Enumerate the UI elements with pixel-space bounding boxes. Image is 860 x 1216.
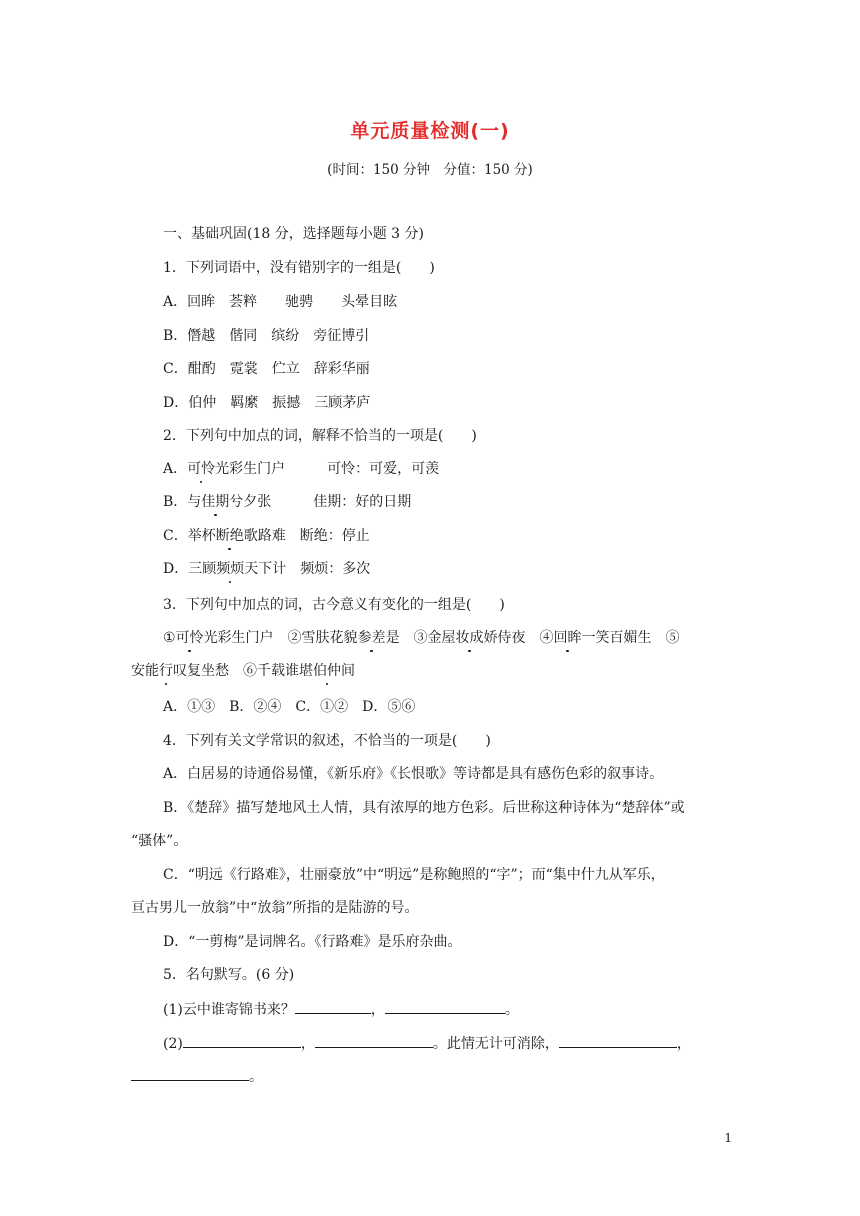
q2-option-b	[163, 492, 411, 512]
question-3-stem: 3．下列句中加点的词，古今意义有变化的一组是( )	[163, 597, 505, 613]
exam-info: (时间：150 分钟 分值：150 分)	[327, 162, 533, 178]
answer-blank[interactable]	[131, 1066, 249, 1081]
dotted-word: 妆成	[455, 630, 484, 646]
text: ，	[676, 1036, 691, 1052]
question-2-stem: 2．下列句中加点的词，解释不恰当的一项是( )	[163, 428, 477, 444]
answer-blank[interactable]	[183, 1033, 301, 1048]
q3-items-line2	[131, 661, 355, 681]
dotted-word: 回眸	[553, 630, 582, 646]
text: 天下计 频烦：多次	[244, 561, 371, 577]
text: C．举杯	[163, 528, 216, 544]
q4-option-b-line2: “骚体”。	[131, 833, 188, 849]
q4-option-b-line1: B．《楚辞》描写楚地风土人情，具有浓厚的地方色彩。后世称这种诗体为“楚辞体”或	[163, 800, 685, 816]
q4-option-c-line1: C．“明远《行路难》，壮丽豪放”中“明远”是称鲍照的“字”；而“集中什九从军乐，	[163, 867, 665, 883]
q4-option-d: D．“一剪梅”是词牌名。《行路难》是乐府杂曲。	[163, 934, 462, 950]
q1-option-c: C．酣酌 霓裳 伫立 辞彩华丽	[163, 361, 370, 377]
page-title: 单元质量检测(一)	[350, 120, 510, 142]
text: 一笑百媚生 ⑤	[581, 630, 680, 646]
dotted-word: 行	[159, 663, 173, 679]
text: 间	[341, 663, 355, 679]
q2-option-c	[163, 526, 370, 546]
text: 兮夕张 佳期：好的日期	[229, 494, 412, 510]
q5-item-1	[163, 999, 519, 1020]
text: ，	[300, 1036, 315, 1052]
text: B．与	[163, 494, 202, 510]
answer-blank[interactable]	[385, 999, 505, 1014]
q3-items-line1	[163, 628, 680, 648]
answer-blank[interactable]	[295, 999, 371, 1014]
dotted-word: 断绝	[215, 528, 244, 544]
dotted-word: 可怜	[175, 630, 204, 646]
q4-option-c-line2: 亘古男儿一放翁”中“放翁”所指的是陆游的号。	[131, 900, 419, 916]
dotted-word: 伯仲	[313, 663, 341, 679]
text: (1)云中谁寄锦书来？	[163, 1002, 295, 1018]
q3-options: A．①③ B．②④ C．①② D．⑤⑥	[163, 699, 416, 715]
answer-blank[interactable]	[315, 1033, 433, 1048]
q5-item-2-cont	[131, 1066, 263, 1087]
text: 。此情无计可消除，	[432, 1036, 559, 1052]
section-heading: 一、基础巩固(18 分，选择题每小题 3 分)	[163, 226, 424, 242]
q4-option-a: A．白居易的诗通俗易懂，《新乐府》《长恨歌》等诗都是具有感伤色彩的叙事诗。	[163, 766, 664, 782]
text: 安能	[131, 663, 159, 679]
text: 是 ③金屋	[385, 630, 456, 646]
answer-blank[interactable]	[559, 1033, 677, 1048]
text: ①	[163, 630, 176, 646]
text: 娇侍夜 ④	[483, 630, 554, 646]
text: D．三顾	[163, 561, 217, 577]
text: 。	[504, 1002, 519, 1018]
dotted-word: 频烦	[216, 561, 245, 577]
text: 叹复坐愁 ⑥千载谁堪	[173, 663, 313, 679]
text: 光彩生门户 ②雪肤花貌	[203, 630, 358, 646]
text: 。	[249, 1069, 263, 1085]
q1-option-a: A．回眸 荟粹 驰骋 头晕目眩	[163, 294, 398, 310]
q2-option-d	[163, 559, 370, 579]
dotted-word: 佳期	[201, 494, 230, 510]
dotted-word: 参差	[357, 630, 386, 646]
q1-option-d: D．伯仲 羁縻 振撼 三顾茅庐	[163, 395, 371, 411]
dotted-word: 可怜	[187, 461, 216, 477]
q1-option-b: B．僭越 偕同 缤纷 旁征博引	[163, 328, 370, 344]
q2-option-a	[163, 459, 439, 479]
question-1-stem: 1．下列词语中，没有错别字的一组是( )	[163, 260, 435, 276]
text: 歌路难 断绝：停止	[243, 528, 370, 544]
question-5-stem: 5．名句默写。(6 分)	[163, 967, 295, 983]
text: ，	[370, 1002, 385, 1018]
q5-item-2	[163, 1033, 691, 1054]
question-4-stem: 4．下列有关文学常识的叙述，不恰当的一项是( )	[163, 733, 491, 749]
page-number: 1	[724, 1131, 732, 1145]
text: A．	[163, 461, 188, 477]
text: 光彩生门户 可怜：可爱，可羡	[215, 461, 440, 477]
text: (2)	[163, 1036, 183, 1052]
